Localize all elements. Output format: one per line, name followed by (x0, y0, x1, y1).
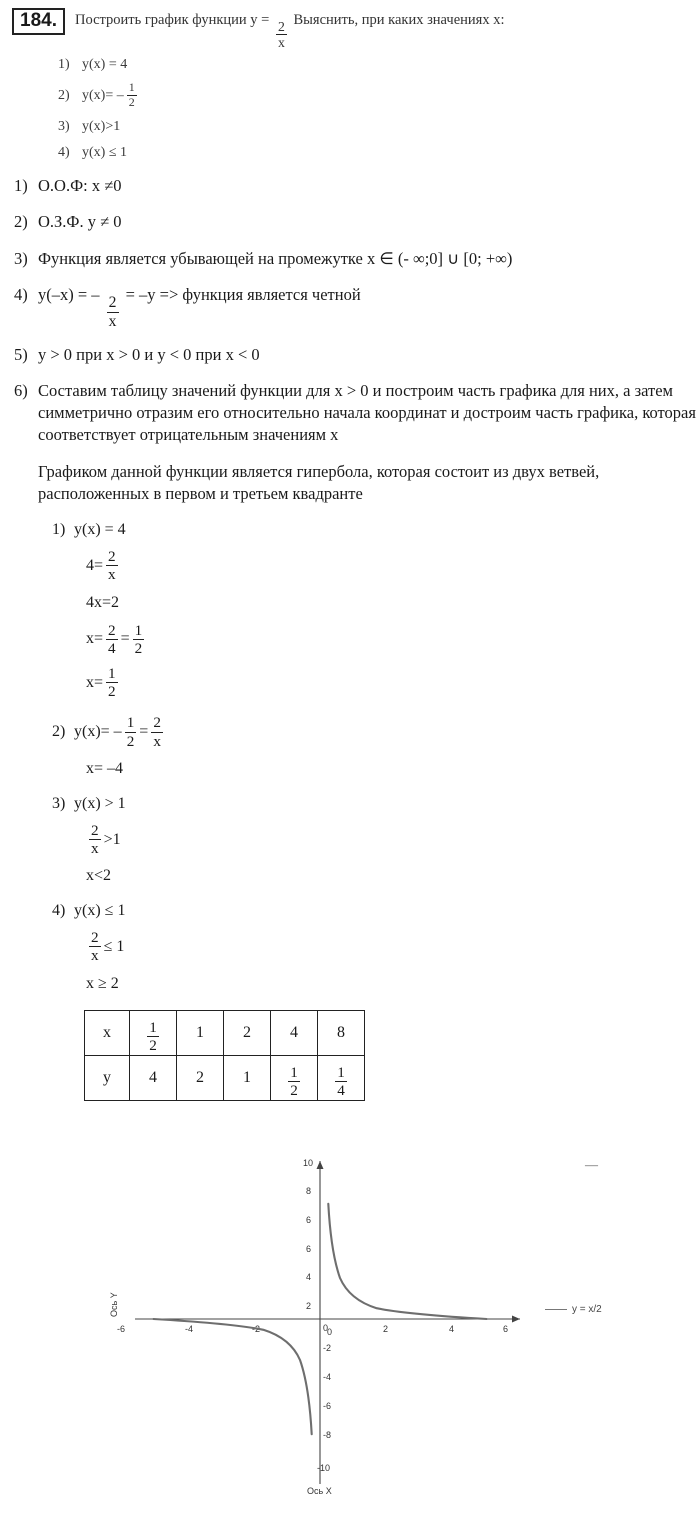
answer-head-fraction (125, 715, 137, 748)
answer-line-post: ≤ 1 (103, 937, 125, 955)
solution-step (14, 175, 700, 197)
fraction-numerator: 1 (108, 664, 116, 682)
fraction-denominator: x (91, 947, 99, 965)
fraction-numerator: 1 (128, 80, 135, 95)
fraction-numerator: 1 (337, 1064, 345, 1081)
answer-block-1 (0, 521, 700, 699)
answer-block-4 (0, 902, 700, 993)
svg-text:6: 6 (306, 1243, 312, 1254)
answer-number: 3) (52, 794, 66, 812)
step-number: 1) (14, 176, 28, 196)
svg-text:-2: -2 (252, 1323, 261, 1334)
answer-fraction (106, 623, 118, 656)
step-fraction (107, 295, 119, 329)
task-subitem (58, 56, 700, 73)
subitem-label: 1) (58, 56, 70, 72)
answer-line (52, 549, 700, 582)
fraction-numerator: 2 (108, 294, 117, 312)
fraction-numerator: 1 (149, 1019, 157, 1036)
task-subitem (58, 82, 700, 109)
answer-expression: y(x) = 4 (74, 521, 126, 539)
svg-text:-6: -6 (117, 1323, 126, 1334)
svg-text:6: 6 (306, 1214, 312, 1225)
answer-expression: y(x)= – (74, 723, 122, 741)
answer-block-3 (0, 795, 700, 886)
solution-step (14, 380, 700, 447)
fraction-denominator: 2 (149, 1037, 157, 1055)
subitem-text: y(x) = 4 (82, 56, 128, 72)
chart-ylabel: Ось Y (109, 1291, 119, 1317)
fraction-numerator: 1 (290, 1064, 298, 1081)
table-cell: 1 (224, 1055, 271, 1100)
chart-y-ticks (303, 1158, 331, 1473)
answer-heading (52, 715, 700, 748)
answer-line (52, 623, 700, 656)
cell-fraction (147, 1020, 159, 1053)
answer-line-pre: x ≥ 2 (86, 974, 119, 992)
fraction-denominator: x (108, 566, 116, 584)
step-number: 2) (14, 212, 28, 232)
answer-heading (52, 795, 700, 813)
table-cell: 4 (130, 1055, 177, 1100)
answer-heading (52, 902, 700, 920)
fraction-denominator: 2 (128, 95, 135, 110)
step-text: y > 0 при x > 0 и y < 0 при x < 0 (38, 344, 260, 364)
chart-svg (95, 1139, 535, 1499)
answer-fraction (89, 823, 101, 856)
svg-text:0: 0 (323, 1322, 329, 1333)
step-text: Составим таблицу значений функции для x > 0 и построим часть графика для них, а затем симметрично отразим его относительно начала координат и достроим часть графика, которая соответствует отрицательным значениям x (38, 380, 696, 445)
svg-text:2: 2 (306, 1300, 312, 1311)
table-row (85, 1010, 365, 1055)
solution-step (14, 211, 700, 233)
svg-text:-2: -2 (323, 1342, 332, 1353)
subitem-text: y(x) ≤ 1 (82, 144, 128, 160)
conclusion-paragraph: Графиком данной функции является гипербола, которая состоит из двух ветвей, расположенных в первом и третьем квадранте (38, 461, 600, 503)
answer-line (52, 666, 700, 699)
step-number: 5) (14, 344, 28, 364)
values-table (84, 1010, 365, 1101)
svg-text:-6: -6 (323, 1400, 332, 1411)
svg-text:-4: -4 (185, 1323, 194, 1334)
answer-line-post: >1 (103, 830, 121, 848)
chart-x-ticks (117, 1324, 508, 1337)
subitem-label: 4) (58, 144, 70, 160)
task-subitem (58, 118, 700, 135)
subitem-label: 2) (58, 87, 70, 103)
answer-expression: y(x) > 1 (74, 794, 126, 812)
svg-text:2: 2 (383, 1323, 389, 1334)
subitem-fraction (127, 82, 137, 109)
fraction-numerator: 2 (277, 18, 285, 34)
table-cell (318, 1055, 365, 1100)
task-prompt-post: Выяснить, при каких значениях x: (293, 12, 505, 28)
table-cell: 8 (318, 1010, 365, 1055)
chart-xlabel: Ось X (307, 1485, 332, 1496)
step-text: О.З.Ф. y ≠ 0 (38, 212, 122, 232)
table-cell-y-label: y (85, 1055, 130, 1100)
task-prompt-fraction (276, 20, 287, 51)
legend-swatch (545, 1309, 567, 1310)
fraction-denominator: 2 (108, 683, 116, 701)
answer-line (52, 593, 700, 613)
answer-line-pre: x<2 (86, 867, 112, 885)
fraction-denominator: x (91, 840, 99, 857)
curve-negative-branch (153, 1319, 311, 1434)
fraction-denominator: x (153, 732, 161, 750)
answer-line-pre: x= (86, 630, 104, 648)
solution-step (14, 344, 700, 366)
svg-text:4: 4 (449, 1323, 455, 1334)
svg-text:6: 6 (503, 1323, 509, 1334)
answer-line (52, 974, 700, 994)
answer-line-mid: = (120, 630, 130, 648)
answer-line-pre: 4= (86, 556, 104, 574)
answer-heading (52, 521, 700, 539)
solution-steps (0, 175, 700, 447)
step-number: 3) (14, 248, 28, 268)
subitem-text: y(x)= – (82, 87, 124, 103)
answer-number: 4) (52, 902, 66, 920)
svg-text:-10: -10 (317, 1462, 331, 1473)
fraction-numerator: 1 (134, 621, 143, 639)
fraction-denominator: 4 (108, 639, 116, 657)
fraction-denominator: x (277, 35, 285, 51)
step-text-post: = –y => функция является четной (125, 284, 361, 304)
dash-marker: — (585, 1156, 598, 1172)
table-cell (130, 1010, 177, 1055)
fraction-numerator: 2 (153, 714, 161, 732)
step-text (38, 284, 700, 330)
curve-positive-branch (328, 1203, 486, 1318)
fraction-denominator: 2 (290, 1082, 298, 1100)
answer-line (52, 823, 700, 856)
table-cell: 2 (177, 1055, 224, 1100)
fraction-numerator: 2 (91, 821, 99, 839)
step-text: О.О.Ф: x ≠0 (38, 176, 122, 196)
svg-text:0: 0 (327, 1326, 333, 1337)
task-prompt (75, 8, 505, 50)
answer-fraction (106, 666, 118, 699)
hyperbola-chart (0, 1139, 700, 1499)
table-cell: 1 (177, 1010, 224, 1055)
fraction-denominator: 2 (134, 639, 143, 657)
svg-text:4: 4 (306, 1271, 312, 1282)
table-cell: 2 (224, 1010, 271, 1055)
table-cell-x-label: x (85, 1010, 130, 1055)
answer-number: 1) (52, 521, 66, 539)
answer-line-pre: x= (86, 673, 104, 691)
svg-text:10: 10 (303, 1157, 314, 1168)
svg-text:-8: -8 (323, 1429, 332, 1440)
fraction-numerator: 2 (91, 929, 99, 947)
step-number: 4) (14, 284, 28, 304)
fraction-numerator: 2 (108, 548, 116, 566)
svg-text:-4: -4 (323, 1371, 332, 1382)
solution-step (14, 248, 700, 270)
answer-fraction (106, 549, 118, 582)
fraction-numerator: 2 (108, 621, 116, 639)
task-prompt-pre: Построить график функции y = (74, 12, 270, 28)
step-text-pre: y(–x) = – (38, 284, 100, 304)
answer-number: 2) (52, 723, 66, 741)
task-subitems (0, 56, 700, 161)
answer-line-pre: 4x=2 (86, 593, 120, 611)
fraction-denominator: 2 (126, 732, 135, 750)
answer-fraction (89, 930, 101, 963)
cell-fraction (288, 1065, 300, 1098)
fraction-denominator: x (108, 312, 117, 330)
answer-fraction-2 (133, 623, 145, 656)
step-text: Функция является убывающей на промежутке x ∈ (- ∞;0] ∪ [0; +∞) (38, 248, 513, 268)
fraction-denominator: 4 (337, 1082, 345, 1100)
answer-line (52, 759, 700, 779)
answer-line (52, 930, 700, 963)
subitem-label: 3) (58, 118, 70, 134)
task-subitem (58, 144, 700, 161)
answer-head-fraction-2 (151, 715, 163, 748)
fraction-numerator: 1 (126, 714, 135, 732)
answer-block-2 (0, 715, 700, 778)
task-header (0, 0, 700, 50)
legend-label: y = x/2 (572, 1303, 602, 1315)
table-cell (271, 1055, 318, 1100)
chart-legend (545, 1304, 602, 1315)
answer-expression: y(x) ≤ 1 (74, 902, 126, 920)
cell-fraction (335, 1065, 347, 1098)
subitem-text: y(x)>1 (82, 118, 121, 134)
table-cell: 4 (271, 1010, 318, 1055)
solution-step (14, 284, 700, 330)
svg-text:8: 8 (306, 1185, 312, 1196)
answer-line-pre: x= –4 (86, 759, 124, 777)
answer-head-mid: = (139, 723, 149, 741)
answer-line (52, 866, 700, 886)
values-table-wrapper (0, 1010, 700, 1101)
task-number: 184. (12, 8, 65, 35)
table-row (85, 1055, 365, 1100)
step-number: 6) (14, 380, 28, 400)
